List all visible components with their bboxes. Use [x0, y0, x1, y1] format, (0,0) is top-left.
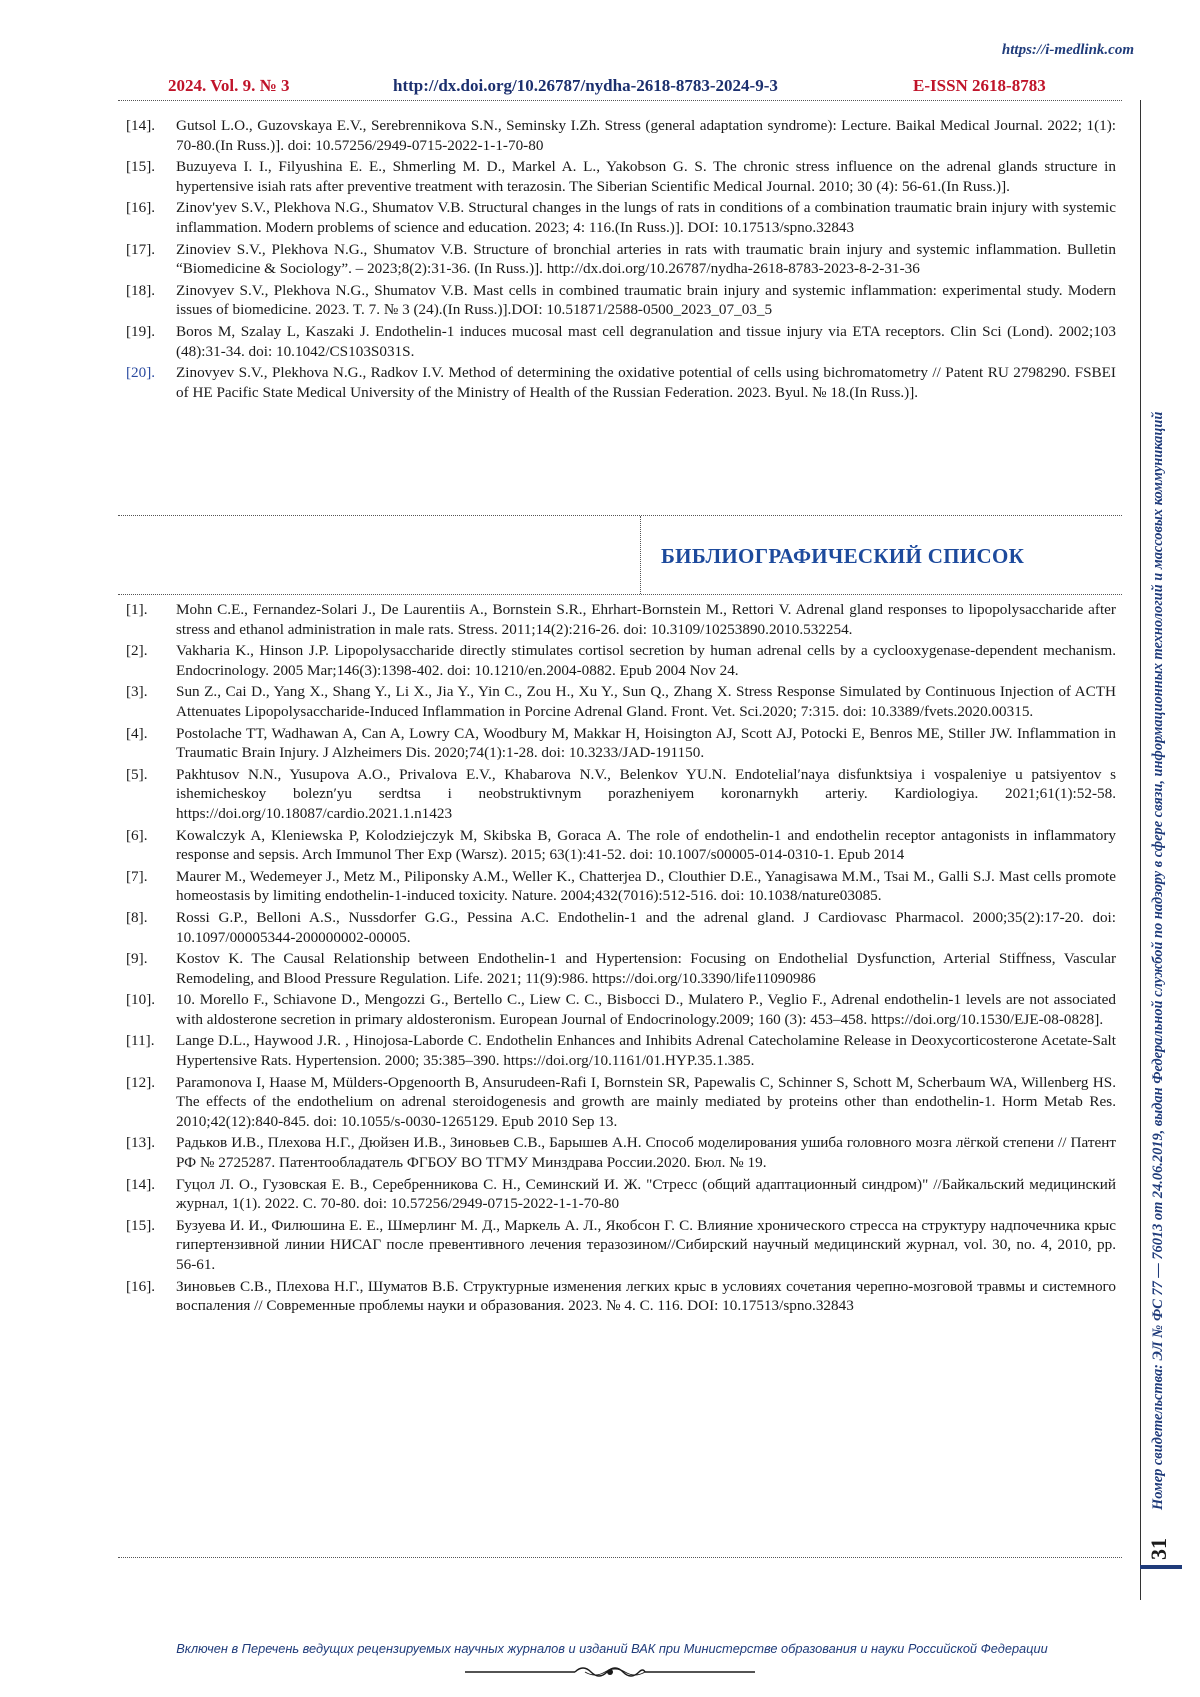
- reference-number: [8].: [126, 908, 148, 926]
- reference-number: [4].: [126, 724, 148, 742]
- reference-number[interactable]: [20].: [126, 364, 156, 382]
- reference-number: [16].: [126, 1277, 156, 1295]
- reference-number: [7].: [126, 867, 148, 885]
- reference-item: [118, 826, 1122, 865]
- reference-text: Vakharia K., Hinson J.P. Lipopolysaccharide directly stimulates cortisol secretion by human adrenal cells by a cyclooxygenase-dependent mechanism. Endocrinology. 2005 Mar;146(3):1398-402. doi: 10.1210/en.2004-0882. Epub 2004 Nov 24.: [176, 642, 1116, 679]
- reference-item: [118, 765, 1122, 824]
- reference-number: [15].: [126, 158, 156, 176]
- reference-item: [118, 641, 1122, 680]
- reference-item: [118, 198, 1122, 237]
- reference-text: Гуцол Л. О., Гузовская Е. В., Серебренникова С. Н., Семинский И. Ж. "Стресс (общий адаптационный синдром)" //Байкальский медицинский журнал, 1(1). 2022. С. 70-80. doi: 10.57256/2949-0715-2022-1-1-70-80: [176, 1175, 1116, 1213]
- reference-item: [118, 322, 1122, 361]
- reference-number: [6].: [126, 826, 148, 844]
- reference-item: [118, 1133, 1122, 1172]
- bibliography-heading-box: [640, 516, 1123, 594]
- footer-vak-notice: Включен в Перечень ведущих рецензируемых научных журналов и изданий ВАК при Министерстве образования и науки Российской Федерации: [176, 1641, 1048, 1656]
- issue-doi-link[interactable]: http://dx.doi.org/10.26787/nydha-2618-8783-2024-9-3: [393, 76, 778, 95]
- reference-item: [118, 724, 1122, 763]
- reference-number: [14].: [126, 1175, 156, 1193]
- reference-text: Postolache TT, Wadhawan A, Can A, Lowry CA, Woodbury M, Makkar H, Hoisington AJ, Scott AJ, Potocki E, Benros ME, Stiller JW. Inflammation in Traumatic Brain Injury. J Alzheimers Dis. 2020;74(1):1-28. doi: 10.3233/JAD-191150.: [176, 724, 1116, 762]
- reference-item: [118, 240, 1122, 279]
- reference-item: [118, 682, 1122, 721]
- reference-item: [118, 990, 1122, 1029]
- page-number-marker: [1140, 1565, 1182, 1569]
- reference-number: [13].: [126, 1134, 156, 1152]
- registration-certificate-text: Номер свидетельства: ЭЛ № ФС 77 — 76013 от 24.06.2019, выдан Федеральной службой по надзору в сфере связи, информационных технологий и массовых коммуникаций: [1150, 411, 1166, 1510]
- reference-number: [14].: [126, 117, 156, 134]
- reference-item: [118, 363, 1122, 402]
- reference-text: Boros M, Szalay L, Kaszaki J. Endothelin-1 induces mucosal mast cell degranulation and tissue injury via ETA receptors. Clin Sci (Lond). 2002;103 (48):31-34. doi: 10.1042/CS103S031S.: [176, 322, 1116, 360]
- reference-text: Kostov K. The Causal Relationship between Endothelin-1 and Hypertension: Focusing on Endothelial Dysfunction, Arterial Stiffness, Vascular Remodeling, and Blood Pressure Regulation. Life. 2021; 11(9):986. https://doi.org/10.3390/life11090986: [176, 950, 1116, 987]
- reference-number: [17].: [126, 240, 156, 258]
- reference-number: [18].: [126, 281, 156, 299]
- page-number: 31: [1146, 1538, 1171, 1560]
- reference-number: [11].: [126, 1032, 155, 1050]
- reference-text: Zinovyev S.V., Plekhova N.G., Radkov I.V. Method of determining the oxidative potential of cells using bichromatometry // Patent RU 2798290. FSBEI of HE Pacific State Medical University of the Ministry of Health of the Russian Federation. 2023. Byul. № 18.(In Russ.)].: [176, 364, 1116, 401]
- site-url[interactable]: https://i-medlink.com: [1001, 42, 1134, 58]
- reference-text: Maurer M., Wedemeyer J., Metz M., Piliponsky A.M., Weller K., Chatterjea D., Clouthier D.E., Yanagisawa M.M., Tsai M., Galli S.J. Mast cells promote homeostasis by limiting endothelin-1-induced toxicity. Nature. 2004;432(7016):512-516. doi: 10.1038/nature03085.: [176, 867, 1116, 905]
- reference-text: Kowalczyk A, Kleniewska P, Kolodziejczyk M, Skibska B, Goraca A. The role of endothelin-1 and endothelin receptor antagonists in inflammatory response and sepsis. Arch Immunol Ther Exp (Warsz). 2015; 63(1):41-52. doi: 10.1007/s00005-014-0310-1. Epub 2014: [176, 826, 1116, 864]
- reference-number: [16].: [126, 199, 156, 217]
- reference-number: [3].: [126, 683, 148, 701]
- reference-text: Mohn C.E., Fernandez-Solari J., De Laurentiis A., Bornstein S.R., Ehrhart-Bornstein M., Rettori V. Adrenal gland responses to lipopolysaccharide after stress and ethanol administration in male rats. Stress. 2011;14(2):216-26. doi: 10.3109/10253890.2010.532254.: [176, 601, 1116, 638]
- references-english-list: [118, 116, 1122, 404]
- reference-number: [12].: [126, 1073, 156, 1091]
- reference-text: Buzuyeva I. I., Filyushina E. E., Shmerling M. D., Markel A. L., Yakobson G. S. The chronic stress influence on the adrenal glands structure in hypertensive isiah rats after preventive treatment with terazosin. The Siberian Scientific Medical Journal. 2010; 30 (4): 56-61.(In Russ.)].: [176, 158, 1116, 195]
- reference-number: [5].: [126, 765, 148, 783]
- reference-item: [118, 908, 1122, 947]
- reference-text: Zinoviev S.V., Plekhova N.G., Shumatov V.B. Structure of bronchial arteries in rats with traumatic brain injury and systemic inflammation. Bulletin “Biomedicine & Sociology”. – 2023;8(2):31-36. (In Russ.)]. http://dx.doi.org/10.26787/nydha-2618-8783-2023-8-2-31-36: [176, 240, 1116, 278]
- reference-item: [118, 281, 1122, 320]
- footer-ornament-icon: [465, 1664, 755, 1680]
- reference-text: Бузуева И. И., Филюшина Е. Е., Шмерлинг М. Д., Маркель А. Л., Якобсон Г. С. Влияние хронического стресса на структуру надпочечника крыс гипертензивной линии НИСАГ после превентивного лечения теразозином//Сибирский научный медицинский журнал, vol. 30, no. 4, 2010, pp. 56-61.: [176, 1216, 1116, 1273]
- volume-label: 2024. Vol. 9. № 3: [168, 76, 290, 95]
- reference-number: [1].: [126, 601, 148, 618]
- reference-text: Rossi G.P., Belloni A.S., Nussdorfer G.G., Pessina A.C. Endothelin-1 and the adrenal gland. J Cardiovasc Pharmacol. 2000;35(2):17-20. doi: 10.1097/00005344-200000002-00005.: [176, 908, 1116, 946]
- reference-item: [118, 1031, 1122, 1070]
- reference-item: [118, 867, 1122, 906]
- reference-number: [15].: [126, 1216, 156, 1234]
- reference-number: [9].: [126, 950, 148, 968]
- journal-header: [118, 74, 1122, 101]
- references-end-divider: [118, 1557, 1122, 1558]
- reference-item: [118, 1073, 1122, 1132]
- reference-text: Радьков И.В., Плехова Н.Г., Дюйзен И.В., Зиновьев С.В., Барышев А.Н. Способ моделирования ушиба головного мозга лёгкой степени // Патент РФ № 2725287. Патентообладатель ФГБОУ ВО ТГМУ Минздрава России.2020. Бюл. № 19.: [176, 1134, 1116, 1172]
- references-bibliography-list: [118, 600, 1122, 1318]
- reference-text: Zinov'yev S.V., Plekhova N.G., Shumatov V.B. Structural changes in the lungs of rats in conditions of a combination traumatic brain injury with systemic inflammation. Modern problems of science and education. 2023; 4: 116.(In Russ.)]. DOI: 10.17513/spno.32843: [176, 199, 1116, 236]
- reference-number: [2].: [126, 642, 148, 660]
- bibliography-title: БИБЛИОГРАФИЧЕСКИЙ СПИСОК: [661, 544, 1025, 568]
- issn-label: E-ISSN 2618-8783: [913, 76, 1046, 95]
- reference-item: [118, 1277, 1122, 1316]
- reference-item: [118, 116, 1122, 155]
- reference-item: [118, 1216, 1122, 1275]
- reference-item: [118, 1175, 1122, 1214]
- reference-text: Gutsol L.O., Guzovskaya E.V., Serebrennikova S.N., Seminsky I.Zh. Stress (general adaptation syndrome): Lecture. Baikal Medical Journal. 2022; 1(1): 70-80.(In Russ.)]. doi: 10.57256/2949-0715-2022-1-1-70-80: [176, 117, 1116, 154]
- reference-item: [118, 600, 1122, 639]
- section-divider-bottom: [118, 594, 1122, 595]
- reference-text: Зиновьев С.В., Плехова Н.Г., Шуматов В.Б. Структурные изменения легких крыс в условиях сочетания черепно-мозговой травмы и системного воспаления // Современные проблемы науки и образования. 2023. № 4. С. 116. DOI: 10.17513/spno.32843: [176, 1277, 1116, 1315]
- reference-text: Paramonova I, Haase M, Mülders-Opgenoorth B, Ansurudeen-Rafi I, Bornstein SR, Papewalis C, Schinner S, Schott M, Scherbaum WA, Willenberg HS. The effects of the endothelium on adrenal steroidogenesis and growth are mainly mediated by proteins other than endothelin-1. Horm Metab Res. 2010;42(12):840-845. doi: 10.1055/s-0030-1265129. Epub 2010 Sep 13.: [176, 1073, 1116, 1130]
- reference-text: Lange D.L., Haywood J.R. , Hinojosa-Laborde C. Endothelin Enhances and Inhibits Adrenal Catecholamine Release in Deoxycorticosterone Acetate-Salt Hypertensive Rats. Hypertension. 2000; 35:385–390. https://doi.org/10.1161/01.HYP.35.1.385.: [176, 1032, 1116, 1070]
- reference-text: Sun Z., Cai D., Yang X., Shang Y., Li X., Jia Y., Yin C., Zou H., Xu Y., Sun Q., Zhang X. Stress Response Simulated by Continuous Injection of ACTH Attenuates Lipopolysaccharide-Induced Inflammation in Porcine Adrenal Gland. Front. Vet. Sci.2020; 7:315. doi: 10.3389/fvets.2020.00315.: [176, 683, 1116, 720]
- reference-item: [118, 949, 1122, 988]
- reference-number: [19].: [126, 322, 156, 340]
- reference-text: Pakhtusov N.N., Yusupova A.O., Privalova E.V., Khabarova N.V., Belenkov YU.N. Endotelial′naya disfunktsiya i vospaleniye u patsiyentov s ishemicheskoy bolezn′yu serdtsa i neobstruktivnym porazheniyem koronarnykh arteriy. Kardiologiya. 2021;61(1):52-58. https://doi.org/10.18087/cardio.2021.1.n1423: [176, 765, 1116, 822]
- reference-text: 10. Morello F., Schiavone D., Mengozzi G., Bertello C., Liew C. C., Bisbocci D., Mulatero P., Veglio F., Adrenal endothelin-1 levels are not associated with aldosterone secretion in primary aldosteronism. European Journal of Endocrinology.2009; 160 (3): 453–458. https://doi.org/10.1530/EJE-08-0828].: [176, 991, 1116, 1028]
- reference-item: [118, 157, 1122, 196]
- reference-number: [10].: [126, 991, 156, 1009]
- reference-text: Zinovyev S.V., Plekhova N.G., Shumatov V.B. Mast cells in combined traumatic brain injury and systemic inflammation: experimental study. Modern issues of biomedicine. 2023. T. 7. № 3 (24).(In Russ.)].DOI: 10.51871/2588-0500_2023_07_03_5: [176, 281, 1116, 319]
